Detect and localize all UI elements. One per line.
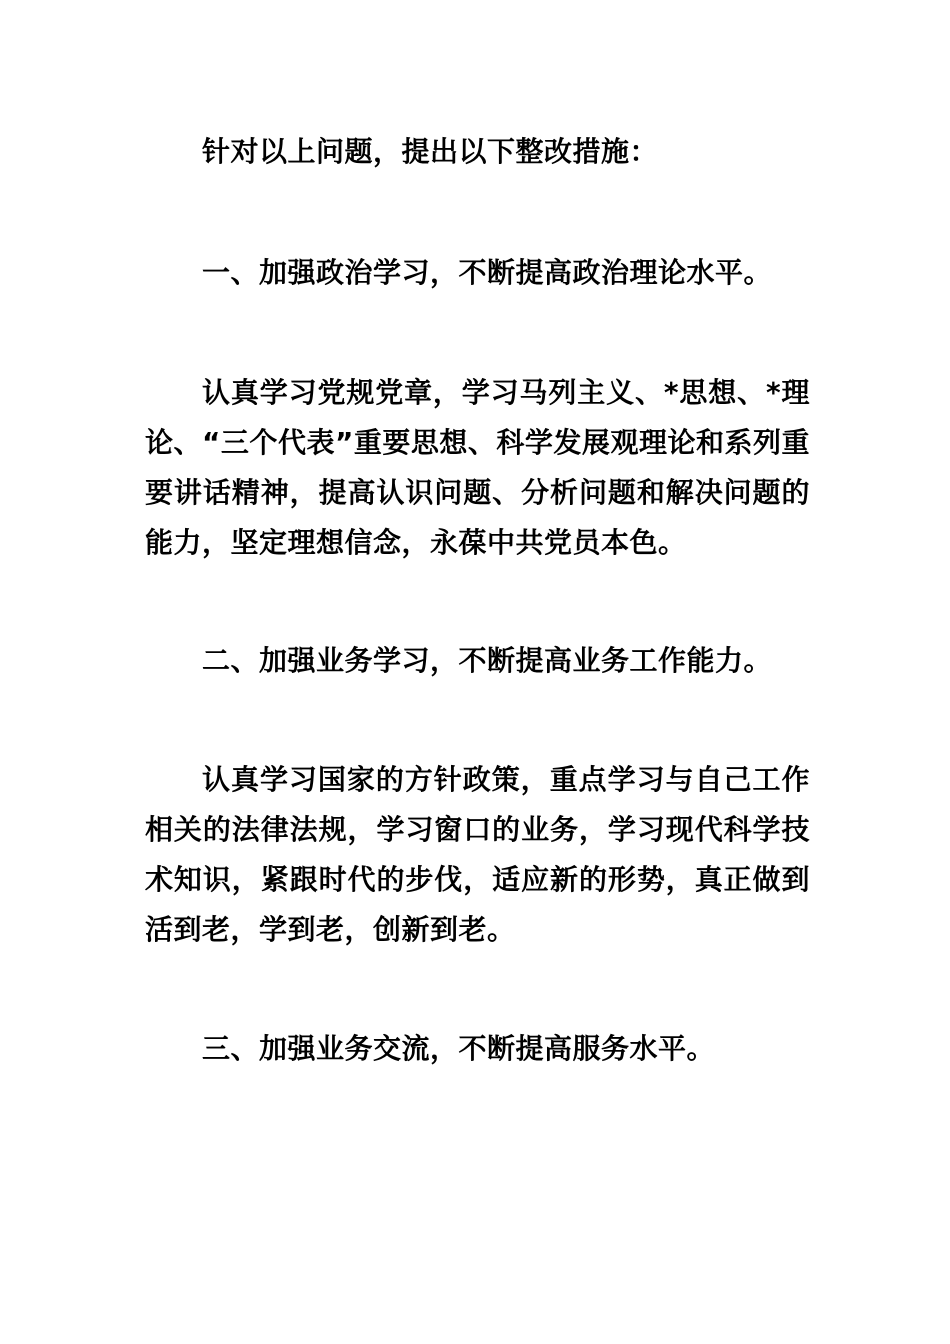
section-heading-2: 二、加强业务学习，不断提高业务工作能力。 <box>202 644 773 677</box>
section-body-1: 认真学习党规党章，学习马列主义、*思想、*理论、“三个代表”重要思想、科学发展观理论和系列重要讲话精神，提高认识问题、分析问题和解决问题的能力，坚定理想信念，永葆中共党员本色。 <box>145 376 810 559</box>
section-heading-1: 一、加强政治学习，不断提高政治理论水平。 <box>202 256 773 289</box>
intro-paragraph: 针对以上问题，提出以下整改措施： <box>202 135 659 168</box>
section-body-2: 认真学习国家的方针政策，重点学习与自己工作相关的法律法规，学习窗口的业务，学习现代科学技术知识，紧跟时代的步伐，适应新的形势，真正做到活到老，学到老，创新到老。 <box>145 763 810 946</box>
section-heading-3: 三、加强业务交流，不断提高服务水平。 <box>202 1032 716 1065</box>
